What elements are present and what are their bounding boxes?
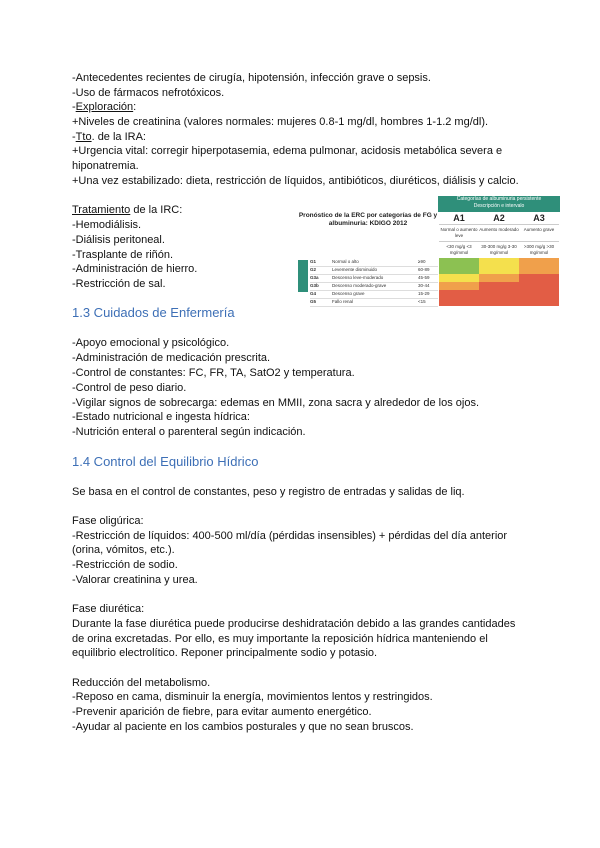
g-desc: Fallo renal [332, 299, 354, 304]
list-item: -Apoyo emocional y psicológico. [72, 337, 230, 349]
tto-label: Tto [75, 131, 92, 143]
risk-cell [439, 282, 479, 290]
a-range: >300 mg/g >30 mg/mmol [519, 241, 559, 255]
g-range: 60-89 [418, 267, 430, 272]
risk-cell [479, 266, 519, 274]
risk-cell [479, 258, 519, 266]
risk-cell [519, 274, 559, 282]
irc-label: Tratamiento [72, 204, 131, 216]
albuminuria-header [438, 196, 560, 212]
text-line: Durante la fase diurética puede producirse deshidratación debido a las grandes cantidades [72, 618, 516, 630]
kdigo-title: Pronóstico de la ERC por categorías de FG y albuminuria: KDIGO 2012 [298, 212, 438, 227]
text-line: hiponatremia. [72, 160, 139, 172]
section-heading-1-3: 1.3 Cuidados de Enfermería [72, 305, 235, 320]
list-item: -Control de constantes: FC, FR, TA, SatO2 y temperatura. [72, 367, 355, 379]
list-item: -Hemodiálisis. [72, 219, 142, 231]
risk-cell [439, 266, 479, 274]
exploracion-colon: : [133, 101, 137, 113]
list-item: -Administración de medicación prescrita. [72, 352, 271, 364]
text-line: +Urgencia vital: corregir hiperpotasemia, edema pulmonar, acidosis metabólica severa e [72, 145, 503, 157]
irc-rest: de la IRC: [130, 204, 183, 216]
a-desc: Aumento grave [519, 224, 559, 241]
g-id: G1 [310, 259, 317, 264]
text-line: -Restricción de líquidos: 400-500 ml/día (pérdidas insensibles) + pérdidas del día anterior [72, 530, 508, 542]
a-id: A3 [533, 213, 545, 223]
text-line: -Valorar creatinina y urea. [72, 574, 198, 586]
text-line: -Antecedentes recientes de cirugía, hipotensión, infección grave o sepsis. [72, 72, 431, 84]
risk-cell [439, 290, 479, 298]
text-line: equilibrio electrolítico. Reponer principalmente sodio y potasio. [72, 647, 378, 659]
albuminuria-header-sub: Descripción e intervalo [473, 203, 525, 209]
text-line: +Niveles de creatinina (valores normales: mujeres 0.8-1 mg/dl, hombres 1-1.2 mg/dl). [72, 116, 489, 128]
risk-cell [479, 274, 519, 282]
g-range: 45-59 [418, 275, 430, 280]
g-id: G2 [310, 267, 317, 272]
exploracion-label: Exploración [75, 101, 134, 113]
section-heading-1-4: 1.4 Control del Equilibrio Hídrico [72, 454, 259, 469]
risk-cell [519, 298, 559, 306]
fg-categories-label [298, 260, 308, 292]
a-column [439, 212, 479, 260]
risk-cell [439, 274, 479, 282]
g-range: ≥90 [418, 259, 426, 264]
g-desc: Normal o alto [332, 259, 359, 264]
g-id: G3b [310, 283, 319, 288]
g-range: <15 [418, 299, 426, 304]
g-id: G4 [310, 291, 317, 296]
risk-cell [479, 290, 519, 298]
a-desc: Normal o aumento leve [439, 224, 479, 241]
list-item: -Diálisis peritoneal. [72, 234, 165, 246]
list-item: -Administración de hierro. [72, 263, 198, 275]
diuretica-title: Fase diurética: [72, 603, 145, 615]
metabolismo-title: Reducción del metabolismo. [72, 677, 211, 689]
tto-prefix: - [72, 131, 76, 143]
list-item: -Trasplante de riñón. [72, 249, 174, 261]
list-item: -Restricción de sal. [72, 278, 166, 290]
a-column [519, 212, 559, 260]
list-item: -Control de peso diario. [72, 382, 187, 394]
text-line: -Prevenir aparición de fiebre, para evitar aumento energético. [72, 706, 372, 718]
oliguria-title: Fase oligúrica: [72, 515, 144, 527]
text-line: de orina excretadas. Por ello, es muy importante la reposición hídrica manteniendo el [72, 633, 488, 645]
paragraph: Se basa en el control de constantes, peso y registro de entradas y salidas de liq. [72, 486, 465, 498]
text-line: (orina, vómitos, etc.). [72, 544, 175, 556]
a-desc: Aumento moderado [479, 224, 519, 241]
a-range: 30-300 mg/g 3-30 mg/mmol [479, 241, 519, 255]
text-line: -Restricción de sodio. [72, 559, 178, 571]
risk-cell [479, 282, 519, 290]
risk-cell [439, 298, 479, 306]
g-desc: Descenso grave [332, 291, 365, 296]
risk-cell [519, 258, 559, 266]
g-row [310, 298, 438, 307]
a-id: A2 [493, 213, 505, 223]
list-item: -Estado nutricional e ingesta hídrica: [72, 411, 250, 423]
g-desc: Descenso moderado-grave [332, 283, 387, 288]
kdigo-figure [298, 196, 560, 304]
exploracion-heading: -Exploración: [72, 101, 137, 113]
a-column [479, 212, 519, 260]
g-desc: Levemente disminuido [332, 267, 378, 272]
risk-cell [479, 298, 519, 306]
g-id: G3a [310, 275, 319, 280]
g-range: 15-29 [418, 291, 430, 296]
a-range: <30 mg/g <3 mg/mmol [439, 241, 479, 255]
irc-heading [72, 203, 182, 217]
text-line: -Ayudar al paciente en los cambios posturales y que no sean bruscos. [72, 721, 414, 733]
list-item: -Nutrición enteral o parenteral según indicación. [72, 426, 306, 438]
risk-cell [519, 290, 559, 298]
risk-cell [439, 258, 479, 266]
risk-cell [519, 282, 559, 290]
albuminuria-header-title: Categorías de albuminuria persistente [456, 196, 542, 202]
text-line: +Una vez estabilizado: dieta, restricción de líquidos, antibióticos, diuréticos, diálisis y calcio. [72, 175, 519, 187]
tto-rest: . de la IRA: [91, 131, 146, 143]
g-range: 30-44 [418, 283, 430, 288]
tto-heading [72, 130, 146, 144]
text-line: -Reposo en cama, disminuir la energía, movimientos lentos y restringidos. [72, 691, 433, 703]
a-id: A1 [453, 213, 465, 223]
text-line: -Uso de fármacos nefrotóxicos. [72, 87, 225, 99]
list-item: -Vigilar signos de sobrecarga: edemas en MMII, zona sacra y alrededor de los ojos. [72, 397, 480, 409]
g-id: G5 [310, 299, 317, 304]
risk-cell [519, 266, 559, 274]
g-desc: Descenso leve-moderado [332, 275, 384, 280]
